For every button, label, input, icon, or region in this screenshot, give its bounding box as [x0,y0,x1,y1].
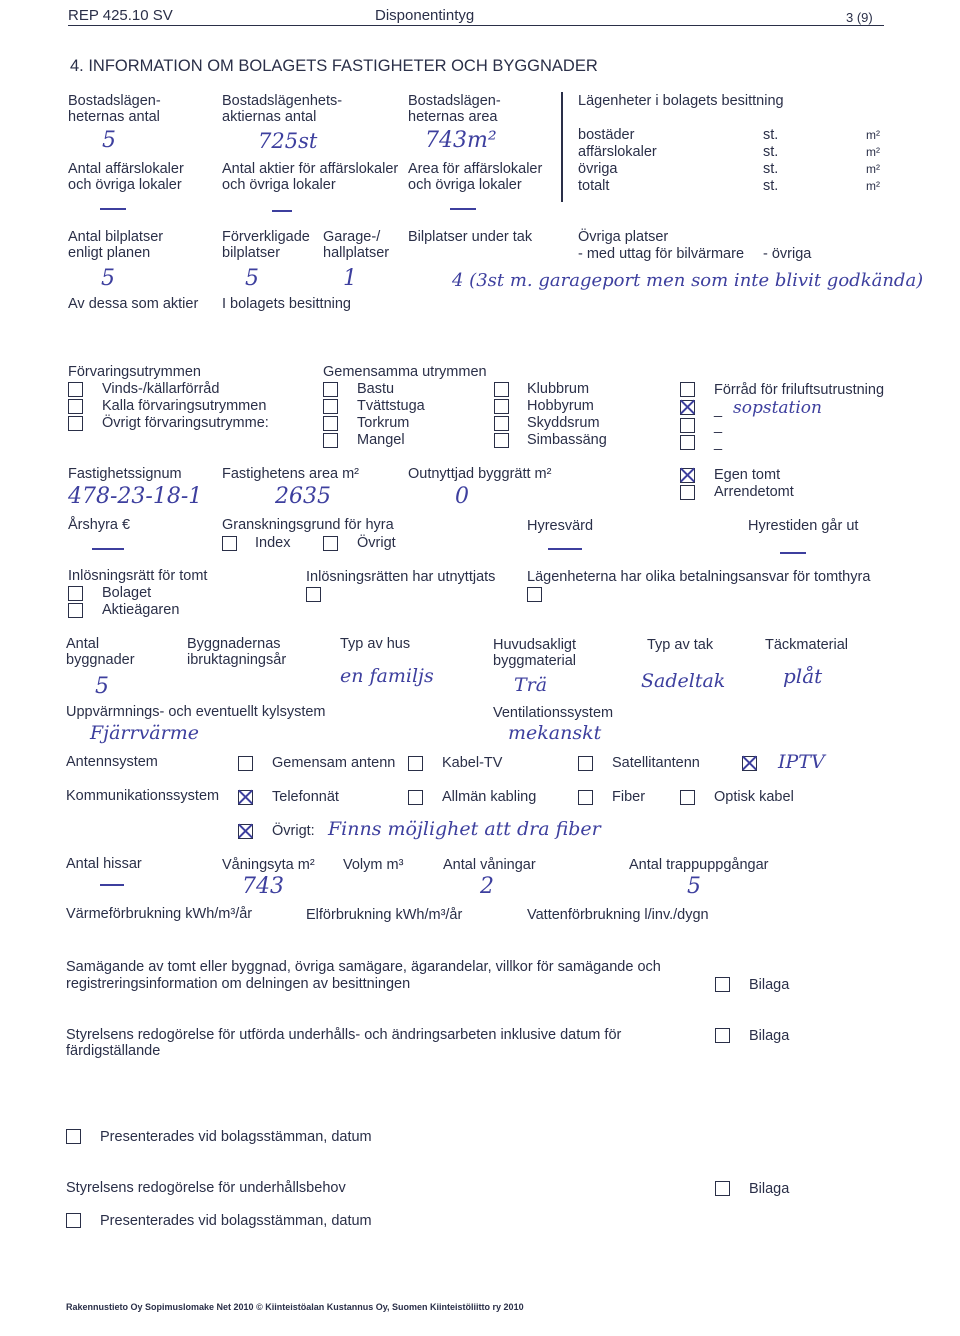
stairs-label: Antal trappuppgångar [629,857,769,873]
storage-title: Förvaringsutrymmen [68,364,201,380]
common-col3-checkbox-0[interactable] [680,382,695,397]
parking-company-label: I bolagets besittning [222,296,351,312]
parking-realized-label-2: bilplatser [222,245,281,261]
antenna-iptv-value[interactable]: IPTV [778,751,825,773]
antenna-label: Antennsystem [66,754,158,770]
property-area-value[interactable]: 2635 [275,484,331,509]
common-col3-dash-3: _ [714,435,723,451]
floor-area-label: Våningsyta m² [222,857,315,873]
rent-end-label: Hyrestiden går ut [748,518,859,534]
maintenance-attachment-label: Bilaga [749,1181,790,1197]
owned-row-2-label: övriga [578,161,618,177]
page-number: 3 (9) [846,10,873,25]
basis-label: Granskningsgrund för hyra [222,517,394,533]
apt-area-value[interactable]: 743m² [425,128,497,153]
common-col3-dash-1: _ [714,402,723,418]
floors-value[interactable]: 2 [480,874,494,899]
buildings-year-label-2: ibruktagningsår [187,652,287,668]
owned-row-0-unit: st. [763,127,779,143]
elevators-dash [100,884,124,886]
apt-area-label-2: heternas area [408,109,498,125]
common-col2-checkbox-2[interactable] [494,416,509,431]
index-checkbox[interactable] [222,536,237,551]
owned-row-3-label: totalt [578,178,610,194]
common-col2-checkbox-1[interactable] [494,399,509,414]
material-label-2: byggmaterial [493,653,577,669]
buildings-count-label-1: Antal [66,636,100,652]
buildings-year-label-1: Byggnadernas [187,636,281,652]
house-type-value[interactable]: en familjs [340,665,434,687]
biz-shares-label-1: Antal aktier för affärslokaler [222,161,399,177]
storage-item-2: Övrigt förvaringsutrymme: [102,415,269,431]
presented-checkbox-2[interactable] [66,1213,81,1228]
payment-checkbox[interactable] [527,587,542,602]
biz-area-dash [450,208,476,210]
redemption-used-checkbox[interactable] [306,587,321,602]
board-report-attachment-checkbox[interactable] [715,1028,730,1043]
redemption-company-label: Bolaget [102,585,152,601]
co-owned-line-1: Samägande av tomt eller byggnad, övriga samägare, ägarandelar, villkor för samägande och [66,959,661,975]
biz-area-label-2: och övriga lokaler [408,177,522,193]
antenna-cable-label: Kabel-TV [442,755,503,771]
presented-label-2: Presenterades vid bolagsstämman, datum [100,1213,372,1229]
storage-checkbox-1[interactable] [68,399,83,414]
material-label-1: Huvudsakligt [493,637,577,653]
redemption-shareholders-checkbox[interactable] [68,603,83,618]
buildings-count-label-2: byggnader [66,652,135,668]
rent-dash [92,548,124,550]
house-type-label: Typ av hus [340,636,411,652]
parking-garage-label-1: Garage-/ [323,229,381,245]
antenna-common-label: Gemensam antenn [272,755,396,771]
heating-value[interactable]: Fjärrvärme [90,722,199,744]
footer-copyright: Rakennustieto Oy Sopimuslomake Net 2010 © Kiinteistöalan Kustannus Oy, Suomen Kiinteistöliitto ry 2010 [66,1302,524,1312]
board-report-line-1: Styrelsens redogörelse för utförda underhålls- och ändringsarbeten inklusive datum för [66,1027,622,1043]
storage-item-0: Vinds-/källarförråd [102,381,220,397]
water-consumption-label: Vattenförbrukning l/inv./dygn [527,907,709,923]
parking-other-label: Övriga platser [578,229,669,245]
lease-land-checkbox[interactable] [680,485,695,500]
comms-label: Kommunikationssystem [66,788,220,804]
redemption-company-checkbox[interactable] [68,586,83,601]
roof-type-label: Typ av tak [647,637,714,653]
heat-consumption-label: Värmeförbrukning kWh/m³/år [66,906,253,922]
common-col1-checkbox-3[interactable] [323,433,338,448]
form-code: REP 425.10 SV [68,7,173,24]
cover-material-value[interactable]: plåt [783,664,823,688]
ventilation-value[interactable]: mekanskt [508,722,602,744]
floors-label: Antal våningar [443,857,536,873]
biz-area-label-1: Area för affärslokaler [408,161,543,177]
antenna-common-checkbox[interactable] [238,756,253,771]
apt-count-label-2: heternas antal [68,109,160,125]
lease-land-label: Arrendetomt [714,484,794,500]
material-value[interactable]: Trä [514,674,548,696]
built-value[interactable]: 0 [455,484,469,509]
common-col1-item-1: Tvättstuga [357,398,425,414]
common-col1-checkbox-1[interactable] [323,399,338,414]
common-col3-handwritten[interactable]: sopstation [733,398,822,418]
storage-checkbox-0[interactable] [68,382,83,397]
common-col1-checkbox-2[interactable] [323,416,338,431]
apt-count-label-1: Bostadslägen- [68,93,161,109]
other-basis-checkbox[interactable] [323,536,338,551]
comms-fiber-checkbox[interactable] [578,790,593,805]
board-report-line-2: färdigställande [66,1043,161,1059]
redemption-used-label: Inlösningsrätten har utnyttjats [306,569,496,585]
divider-line [561,92,563,202]
parking-covered-value[interactable]: 4 (3st m. garageport men som inte blivit godkända) [452,270,924,291]
signum-label: Fastighetssignum [68,466,182,482]
common-col1-item-3: Mangel [357,432,405,448]
common-title: Gemensamma utrymmen [323,364,487,380]
parking-other-other-label: - övriga [763,246,812,262]
own-land-checkbox[interactable] [680,468,695,483]
comms-phone-checkbox[interactable] [238,790,253,805]
roof-type-value[interactable]: Sadeltak [641,670,726,692]
common-col2-checkbox-0[interactable] [494,382,509,397]
antenna-satellite-checkbox[interactable] [578,756,593,771]
other-basis-label: Övrigt [357,535,396,551]
common-col2-item-2: Skyddsrum [527,415,600,431]
section-title: 4. INFORMATION OM BOLAGETS FASTIGHETER OCH BYGGNADER [70,57,598,75]
storage-checkbox-2[interactable] [68,416,83,431]
common-col2-item-0: Klubbrum [527,381,590,397]
co-owned-line-2: registreringsinformation om delningen av besittningen [66,976,411,992]
owned-row-0-area: m² [866,128,880,142]
apt-shares-label-2: aktiernas antal [222,109,317,125]
biz-shares-dash [272,210,292,212]
parking-covered-label: Bilplatser under tak [408,229,533,245]
cover-material-label: Täckmaterial [765,637,848,653]
biz-count-label-2: och övriga lokaler [68,177,182,193]
property-area-label: Fastighetens area m² [222,466,360,482]
common-col2-checkbox-3[interactable] [494,433,509,448]
index-label: Index [255,535,291,551]
common-col3-dash-2: _ [714,418,723,434]
header-rule [68,7,884,26]
comms-other-checkbox[interactable] [238,824,253,839]
comms-general-label: Allmän kabling [442,789,537,805]
parking-garage-value[interactable]: 1 [343,266,357,291]
comms-phone-label: Telefonnät [272,789,339,805]
parking-garage-label-2: hallplatser [323,245,390,261]
parking-heater-label: - med uttag för bilvärmare [578,246,745,262]
owned-row-1-unit: st. [763,144,779,160]
storage-item-1: Kalla förvaringsutrymmen [102,398,267,414]
maintenance-attachment-checkbox[interactable] [715,1181,730,1196]
common-col1-item-2: Torkrum [357,415,410,431]
comms-other-label: Övrigt: [272,823,315,839]
common-col2-item-3: Simbassäng [527,432,607,448]
owned-row-2-unit: st. [763,161,779,177]
floor-area-value[interactable]: 743 [242,874,284,899]
parking-shareholders-label: Av dessa som aktier [68,296,199,312]
common-col1-item-0: Bastu [357,381,395,397]
owned-row-0-label: bostäder [578,127,635,143]
presented-checkbox-1[interactable] [66,1129,81,1144]
built-label: Outnyttjad byggrätt m² [408,466,552,482]
antenna-satellite-label: Satellitantenn [612,755,700,771]
parking-plan-label-1: Antal bilplatser [68,229,164,245]
biz-shares-label-2: och övriga lokaler [222,177,336,193]
common-col3-item-0: Förråd för friluftsutrustning [714,382,885,398]
apt-area-label-1: Bostadslägen- [408,93,501,109]
presented-label-1: Presenterades vid bolagsstämman, datum [100,1129,372,1145]
buildings-count-value[interactable]: 5 [95,674,109,699]
parking-plan-value[interactable]: 5 [101,266,115,291]
antenna-cable-checkbox[interactable] [408,756,423,771]
owned-row-3-area: m² [866,179,880,193]
common-col2-item-1: Hobbyrum [527,398,594,414]
redemption-label: Inlösningsrätt för tomt [68,568,208,584]
comms-fiber-label: Fiber [612,789,646,805]
owned-title: Lägenheter i bolagets besittning [578,93,784,109]
heating-label: Uppvärmnings- och eventuellt kylsystem [66,704,326,720]
co-owned-attachment-checkbox[interactable] [715,977,730,992]
landlord-dash [548,548,582,550]
rent-label: Årshyra € [68,517,131,533]
own-land-label: Egen tomt [714,467,781,483]
rent-end-dash [780,552,806,554]
biz-count-dash [100,208,126,210]
volume-label: Volym m³ [343,857,404,873]
parking-realized-label-1: Förverkligade [222,229,310,245]
owned-row-2-area: m² [866,162,880,176]
board-report-attachment-label: Bilaga [749,1028,790,1044]
doc-title: Disponentintyg [375,7,475,24]
apt-count-value[interactable]: 5 [102,128,116,153]
signum-value[interactable]: 478-23-18-1 [68,484,203,509]
elevators-label: Antal hissar [66,856,142,872]
apt-shares-value[interactable]: 725st [258,129,318,153]
comms-other-value[interactable]: Finns möjlighet att dra fiber [328,818,601,840]
landlord-label: Hyresvärd [527,518,594,534]
biz-count-label-1: Antal affärslokaler [68,161,184,177]
common-col3-checkbox-3[interactable] [680,435,695,450]
common-col3-checkbox-1[interactable] [680,400,695,415]
antenna-iptv-checkbox[interactable] [742,756,757,771]
parking-plan-label-2: enligt planen [68,245,151,261]
payment-label: Lägenheterna har olika betalningsansvar för tomthyra [527,569,871,585]
redemption-shareholders-label: Aktieägaren [102,602,180,618]
owned-row-3-unit: st. [763,178,779,194]
apt-shares-label-1: Bostadslägenhets- [222,93,343,109]
common-col3-checkbox-2[interactable] [680,418,695,433]
stairs-value[interactable]: 5 [687,874,701,899]
maintenance-label: Styrelsens redogörelse för underhållsbehov [66,1180,346,1196]
electricity-consumption-label: Elförbrukning kWh/m³/år [306,907,463,923]
comms-general-checkbox[interactable] [408,790,423,805]
ventilation-label: Ventilationssystem [493,705,614,721]
owned-row-1-area: m² [866,145,880,159]
owned-row-1-label: affärslokaler [578,144,657,160]
parking-realized-value[interactable]: 5 [245,266,259,291]
common-col1-checkbox-0[interactable] [323,382,338,397]
comms-optical-label: Optisk kabel [714,789,794,805]
co-owned-attachment-label: Bilaga [749,977,790,993]
comms-optical-checkbox[interactable] [680,790,695,805]
